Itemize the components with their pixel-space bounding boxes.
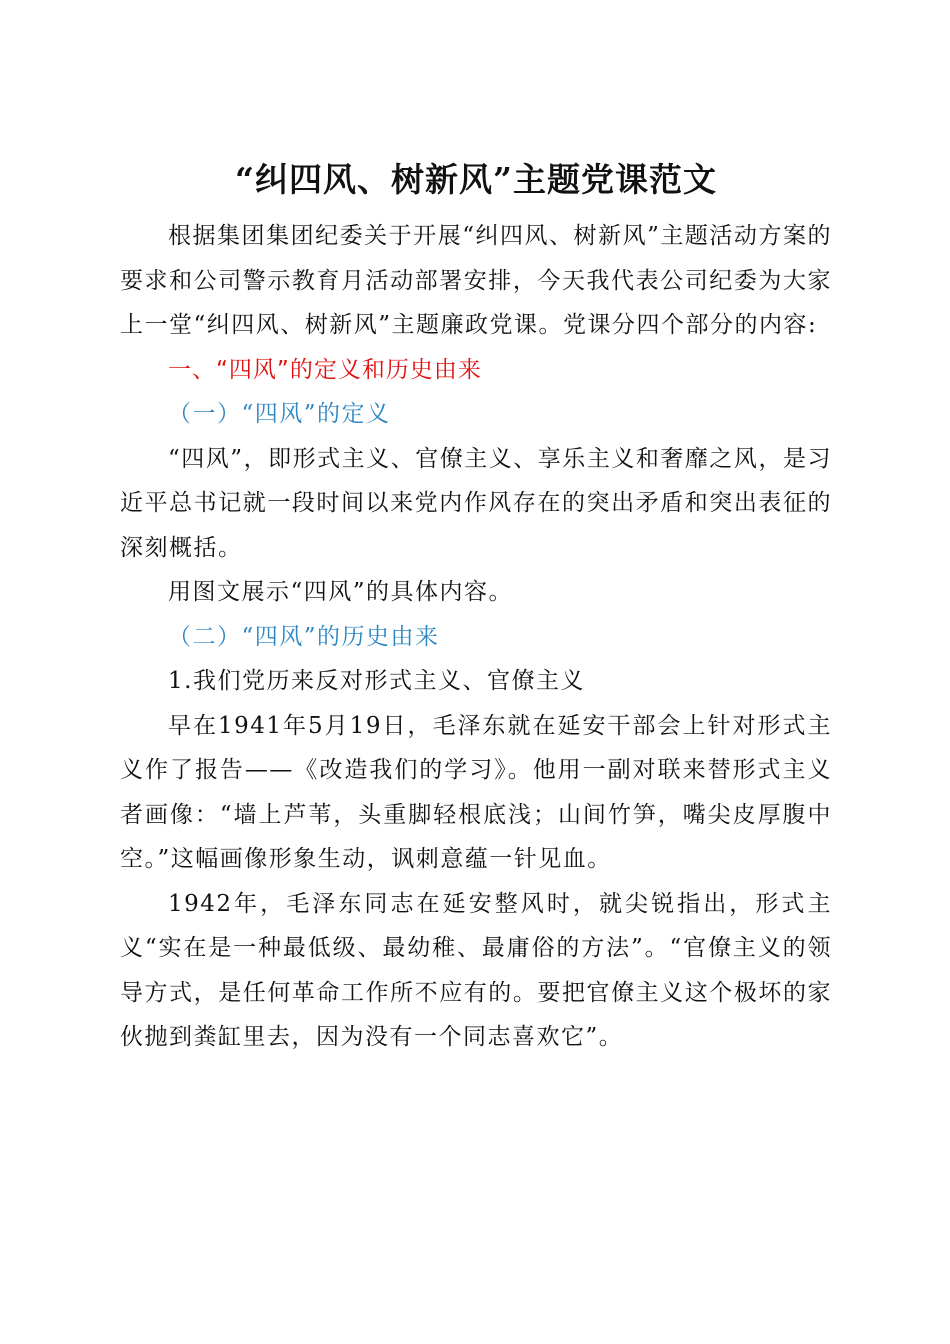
document-title: “纠四风、树新风”主题党课范文 bbox=[235, 160, 717, 199]
subsection-heading-2: （二）“四风”的历史由来 bbox=[168, 623, 440, 650]
history-paragraph-1942: 1942年，毛泽东同志在延安整风时，就尖锐指出，形式主义“实在是一种最低级、最幼稚、最庸俗的方法”。“官僚主义的领导方式，是任何革命工作所不应有的。要把官僚主义这个极坏的家伙抛到粪缸里去，因为没有一个同志喜欢它”。 bbox=[120, 890, 832, 1050]
document-body bbox=[120, 150, 832, 1060]
list-item-1: 1.我们党历来反对形式主义、官僚主义 bbox=[168, 668, 585, 694]
section-heading-1: 一、“四风”的定义和历史由来 bbox=[168, 356, 482, 383]
subsection-heading-1: （一）“四风”的定义 bbox=[168, 401, 391, 427]
definition-paragraph: “四风”，即形式主义、官僚主义、享乐主义和奢靡之风，是习近平总书记就一段时间以来党内作风存在的突出矛盾和突出表征的深刻概括。 bbox=[120, 445, 832, 561]
illustration-note-paragraph: 用图文展示“四风”的具体内容。 bbox=[168, 579, 514, 605]
intro-paragraph: 根据集团集团纪委关于开展“纠四风、树新风”主题活动方案的要求和公司警示教育月活动部署安排，今天我代表公司纪委为大家上一堂“纠四风、树新风”主题廉政党课。党课分四个部分的内容: bbox=[120, 223, 832, 338]
history-paragraph-1941: 早在1941年5月19日，毛泽东就在延安干部会上针对形式主义作了报告——《改造我们的学习》。他用一副对联来替形式主义者画像：“墙上芦苇，头重脚轻根底浅；山间竹笋，嘴尖皮厚腹中空。”这幅画像形象生动，讽刺意蕴一针见血。 bbox=[120, 712, 832, 872]
